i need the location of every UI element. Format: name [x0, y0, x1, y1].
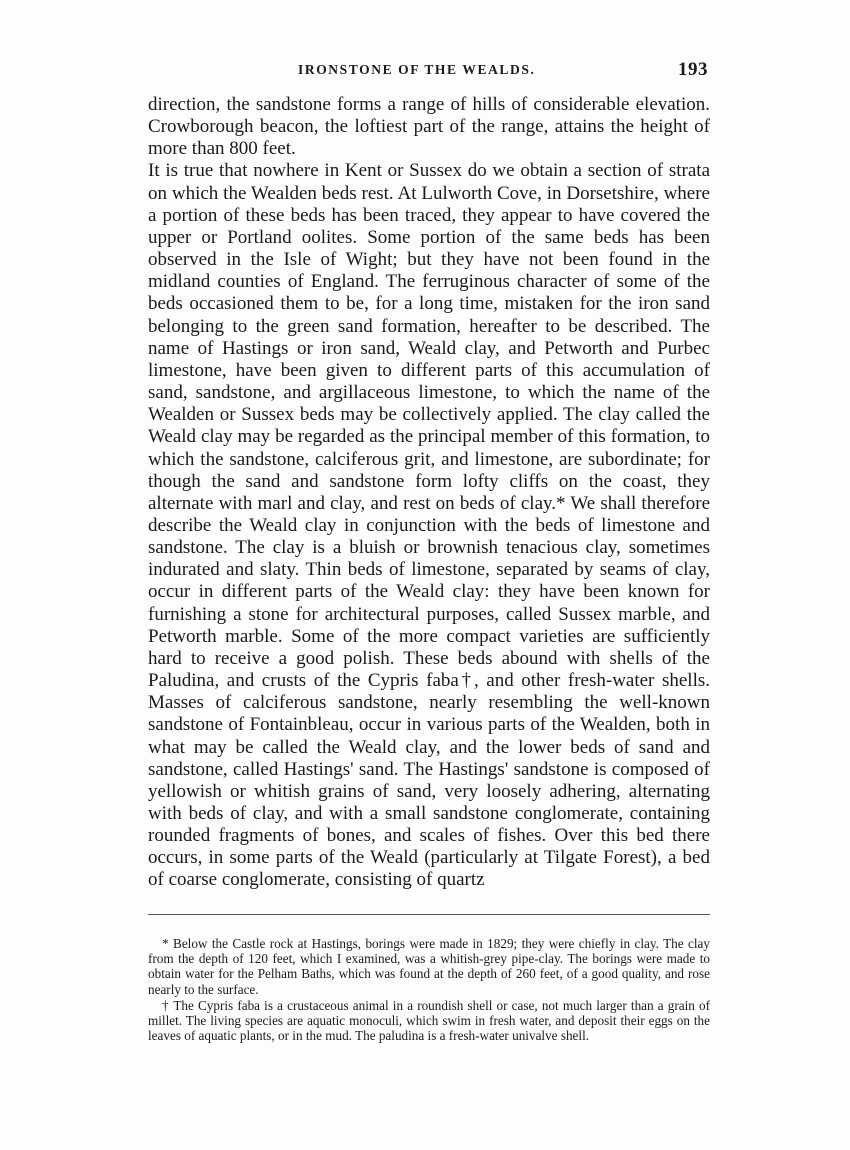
footnote-divider — [148, 914, 710, 915]
running-head — [148, 59, 708, 86]
body-text — [148, 94, 710, 892]
footnote: † The Cypris faba is a crustaceous animal in a roundish shell or case, not much larger than a grain of millet. The living species are aquatic monoculi, which swim in fresh water, and deposit their eggs on the leaves of aquatic plants, or in the mud. The paludina is a fresh-water univalve shell. — [148, 997, 710, 1044]
page-number: 193 — [678, 59, 708, 80]
paragraph: It is true that nowhere in Kent or Sussex do we obtain a section of strata on which the Wealden beds rest. At Lulworth Cove, in Dorsetshire, where a portion of these beds has been traced, they appear to have covered the upper or Portland oolites. Some portion of the same beds has been observed in the Isle of Wight; but they have not been found in the midland counties of England. The ferruginous character of some of the beds occasioned them to be, for a long time, mistaken for the iron sand belonging to the green sand formation, hereafter to be described. The name of Hastings or iron sand, Weald clay, and Petworth and Purbec limestone, have been given to different parts of this accumulation of sand, sandstone, and argillaceous limestone, to which the name of the Wealden or Sussex beds may be collectively applied. The clay called the Weald clay may be regarded as the principal member of this formation, to which the sandstone, calciferous grit, and limestone, are subordinate; for though the sand and sandstone form lofty cliffs on the coast, they alternate with marl and clay, and rest on beds of clay.* We shall therefore describe the Weald clay in conjunction with the beds of limestone and sandstone. The clay is a bluish or brownish tenacious clay, sometimes indurated and slaty. Thin beds of limestone, separated by seams of clay, occur in different parts of the Weald clay: they have been known for furnishing a stone for architectural purposes, called Sussex marble, and Petworth marble. Some of the more compact varieties are sufficiently hard to receive a good polish. These beds abound with shells of the Paludina, and crusts of the Cypris faba†, and other fresh-water shells. Masses of calciferous sandstone, nearly resembling the well-known sandstone of Fontainbleau, occur in various parts of the Wealden, both in what may be called the Weald clay, and the lower beds of sand and sandstone, called Hastings' sand. The Hastings' sandstone is composed of yellowish or whitish grains of sand, very loosely adhering, alternating with beds of clay, and with a small sandstone conglomerate, containing rounded fragments of bones, and scales of fishes. Over this bed there occurs, in some parts of the Weald (particularly at Tilgate Forest), a bed of coarse conglomerate, consisting of quartz — [148, 160, 710, 891]
paragraph: direction, the sandstone forms a range of hills of considerable elevation. Crowborough beacon, the loftiest part of the range, attains the height of more than 800 feet. — [148, 94, 710, 160]
running-title: IRONSTONE OF THE WEALDS. — [298, 62, 536, 77]
footnotes — [148, 936, 710, 1044]
footnote: * Below the Castle rock at Hastings, borings were made in 1829; they were chiefly in clay. The clay from the depth of 120 feet, which I examined, was a whitish-grey pipe-clay. The borings were made to obtain water for the Pelham Baths, which was found at the depth of 260 feet, of a good quality, and rose nearly to the surface. — [148, 936, 710, 997]
